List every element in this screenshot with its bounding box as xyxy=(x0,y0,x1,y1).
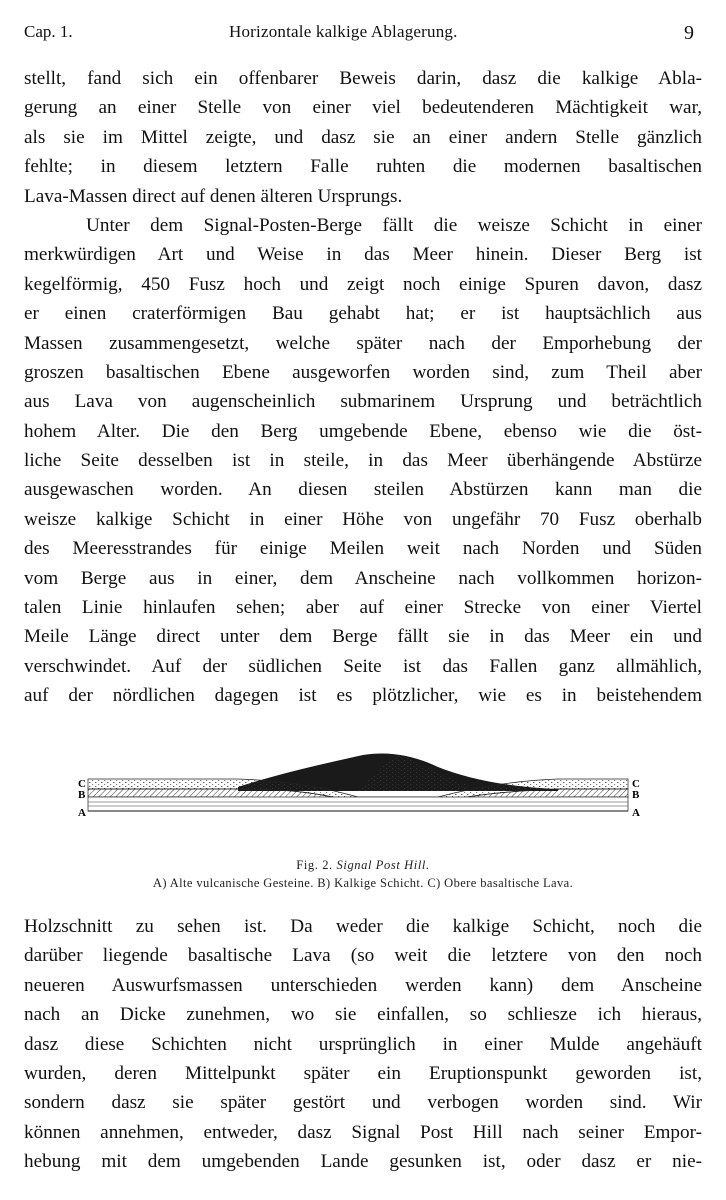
label-right-a: A xyxy=(632,807,640,819)
running-title: Horizontale kalkige Ablagerung. xyxy=(229,22,458,41)
running-header xyxy=(24,18,702,48)
paragraph-line: auf der nördlichen dagegen ist es plötzlicher, wie es in beistehendem xyxy=(24,685,702,707)
paragraph-line: des Meeresstrandes für einige Meilen weit nach Norden und Süden xyxy=(24,538,702,560)
paragraph-line: Holzschnitt zu sehen ist. Da weder die kalkige Schicht, noch die xyxy=(24,916,702,937)
paragraph-line: merkwürdigen Art und Weise in das Meer hinein. Dieser Berg ist xyxy=(24,244,702,266)
paragraph-line: Meile Länge direct unter dem Berge fällt sie in das Meer ein und xyxy=(24,626,702,648)
figure-number: Fig. 2. xyxy=(296,858,333,872)
paragraph-line: vom Berge aus in einer, dem Anscheine nach vollkommen horizon- xyxy=(24,567,702,589)
figure-title: Signal Post Hill. xyxy=(336,858,430,872)
label-right-b: B xyxy=(632,789,640,801)
layer-a xyxy=(88,797,628,811)
paragraph-line: Lava-Massen direct auf denen älteren Ursprungs. xyxy=(24,185,403,207)
paragraph-line: verschwindet. Auf der südlichen Seite ist das Fallen ganz allmählich, xyxy=(24,655,702,677)
chapter-label: Cap. 1. xyxy=(24,22,73,41)
paragraph-line: neueren Auswurfsmassen unterschieden werden kann) dem Anscheine xyxy=(24,974,702,996)
paragraph-line: kegelförmig, 450 Fusz hoch und zeigt noch einige Spuren davon, dasz xyxy=(24,273,702,295)
paragraph-line: sondern dasz sie später gestört und verbogen worden sind. Wir xyxy=(24,1092,702,1114)
paragraph-line: aus Lava von augenscheinlich submarinem Ursprung und beträchtlich xyxy=(24,391,702,413)
label-left-c: C xyxy=(78,778,86,790)
figure-signal-post-hill xyxy=(78,745,648,825)
label-left-b: B xyxy=(78,789,86,801)
paragraph-line: weisze kalkige Schicht in einer Höhe von ungefähr 70 Fusz oberhalb xyxy=(24,508,702,530)
label-right-c: C xyxy=(632,778,640,790)
page-number: 9 xyxy=(684,22,694,44)
paragraph-line: talen Linie hinlaufen sehen; aber auf einer Strecke von einer Viertel xyxy=(24,597,702,619)
paragraph-line: hohem Alter. Die den Berg umgebende Ebene, ebenso wie die öst- xyxy=(24,420,702,442)
figure-legend: A) Alte vulcanische Gesteine. B) Kalkige Schicht. C) Obere basaltische Lava. xyxy=(152,876,574,890)
text-block-lower xyxy=(24,912,702,1177)
paragraph-line: stellt, fand sich ein offenbarer Beweis darin, dasz die kalkige Abla- xyxy=(24,68,702,89)
paragraph-line: darüber liegende basaltische Lava (so weit die letztere von den noch xyxy=(24,945,702,967)
paragraph-line: wurden, deren Mittelpunkt später ein Eruptionspunkt geworden ist, xyxy=(24,1062,702,1084)
paragraph-line: nach an Dicke zunehmen, wo sie einfallen, so schliesze ich hieraus, xyxy=(24,1004,702,1026)
paragraph-line: dasz diese Schichten nicht ursprünglich in einer Mulde angehäuft xyxy=(24,1033,702,1055)
figure-caption xyxy=(0,858,726,873)
paragraph-line: groszen basaltischen Ebene ausgeworfen worden sind, zum Theil aber xyxy=(24,361,702,383)
paragraph-line: können annehmen, entweder, dasz Signal Post Hill nach seiner Empor- xyxy=(24,1121,702,1143)
text-block-upper xyxy=(24,64,702,711)
paragraph-line: liche Seite desselben ist in steile, in das Meer überhängende Abstürze xyxy=(24,450,702,472)
paragraph-line: er einen craterförmigen Bau gehabt hat; er ist hauptsächlich aus xyxy=(24,303,702,325)
paragraph-line: gerung an einer Stelle von einer viel bedeutenderen Mächtigkeit war, xyxy=(24,97,702,119)
paragraph-line: als sie im Mittel zeigte, und dasz sie an einer andern Stelle gänzlich xyxy=(24,126,702,148)
paragraph-line: ausgewaschen worden. An diesen steilen Abstürzen kann man die xyxy=(24,479,702,501)
label-left-a: A xyxy=(78,807,86,819)
paragraph-line: Unter dem Signal-Posten-Berge fällt die weisze Schicht in einer xyxy=(86,214,702,236)
paragraph-line: fehlte; in diesem letztern Falle ruhten die modernen basaltischen xyxy=(24,156,702,178)
paragraph-line: hebung mit dem umgebenden Lande gesunken ist, oder dasz er nie- xyxy=(24,1151,702,1173)
paragraph-line: Massen zusammengesetzt, welche später nach der Emporhebung der xyxy=(24,332,702,354)
